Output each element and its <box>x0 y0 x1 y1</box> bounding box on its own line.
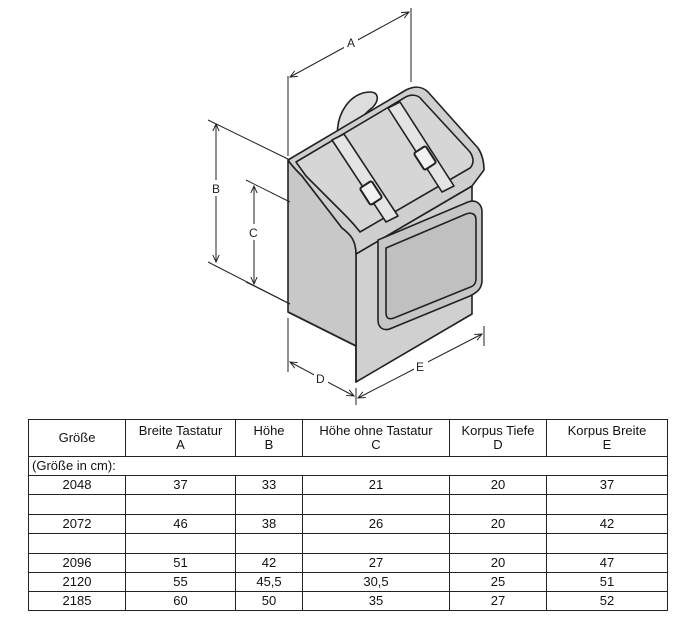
column-header <box>126 420 236 457</box>
table-row <box>29 592 668 611</box>
column-header <box>303 420 450 457</box>
column-header-dimension: C <box>371 437 381 452</box>
value-cell: 42 <box>547 515 668 534</box>
column-header <box>29 420 126 457</box>
column-header <box>547 420 668 457</box>
table-row <box>29 554 668 573</box>
value-cell: 52 <box>547 592 668 611</box>
empty-cell <box>236 534 303 554</box>
value-cell: 47 <box>547 554 668 573</box>
value-cell: 21 <box>303 476 450 495</box>
value-cell: 37 <box>126 476 236 495</box>
value-cell: 20 <box>450 515 547 534</box>
table-row <box>29 573 668 592</box>
value-cell: 42 <box>236 554 303 573</box>
size-cell: 2072 <box>29 515 126 534</box>
table-row <box>29 515 668 534</box>
column-header-dimension: D <box>493 437 503 452</box>
column-header-title: Größe <box>58 430 96 445</box>
size-cell: 2048 <box>29 476 126 495</box>
value-cell: 35 <box>303 592 450 611</box>
empty-cell <box>547 534 668 554</box>
empty-cell <box>303 534 450 554</box>
table-header-row <box>29 420 668 457</box>
size-cell: 2096 <box>29 554 126 573</box>
empty-cell <box>450 495 547 515</box>
value-cell: 50 <box>236 592 303 611</box>
value-cell: 33 <box>236 476 303 495</box>
bag-illustration <box>288 87 484 382</box>
label-c: C <box>249 226 258 240</box>
label-b: B <box>212 182 221 196</box>
value-cell: 25 <box>450 573 547 592</box>
label-d: D <box>316 372 325 386</box>
value-cell: 60 <box>126 592 236 611</box>
unit-note-row <box>29 457 668 476</box>
empty-cell <box>547 495 668 515</box>
label-e: E <box>416 360 425 374</box>
column-header-title: Höhe ohne Tastatur <box>319 423 433 438</box>
size-cell: 2120 <box>29 573 126 592</box>
value-cell: 37 <box>547 476 668 495</box>
unit-note: (Größe in cm): <box>29 457 668 476</box>
spacer-row <box>29 495 668 515</box>
value-cell: 30,5 <box>303 573 450 592</box>
column-header-title: Höhe <box>253 423 285 438</box>
column-header-title: Breite Tastatur <box>138 423 223 438</box>
value-cell: 20 <box>450 476 547 495</box>
column-header <box>236 420 303 457</box>
column-header-dimension: B <box>264 437 274 452</box>
column-header-dimension: E <box>602 437 612 452</box>
empty-cell <box>29 534 126 554</box>
value-cell: 55 <box>126 573 236 592</box>
value-cell: 27 <box>303 554 450 573</box>
value-cell: 38 <box>236 515 303 534</box>
column-header-title: Korpus Breite <box>567 423 647 438</box>
empty-cell <box>450 534 547 554</box>
empty-cell <box>303 495 450 515</box>
column-header <box>450 420 547 457</box>
value-cell: 27 <box>450 592 547 611</box>
table-row <box>29 476 668 495</box>
empty-cell <box>29 495 126 515</box>
value-cell: 46 <box>126 515 236 534</box>
value-cell: 51 <box>126 554 236 573</box>
empty-cell <box>126 495 236 515</box>
column-header-title: Korpus Tiefe <box>461 423 535 438</box>
size-table <box>28 419 668 611</box>
label-a: A <box>347 36 356 50</box>
value-cell: 26 <box>303 515 450 534</box>
empty-cell <box>126 534 236 554</box>
empty-cell <box>236 495 303 515</box>
value-cell: 51 <box>547 573 668 592</box>
value-cell: 20 <box>450 554 547 573</box>
spacer-row <box>29 534 668 554</box>
value-cell: 45,5 <box>236 573 303 592</box>
column-header-dimension: A <box>176 437 185 452</box>
size-cell: 2185 <box>29 592 126 611</box>
